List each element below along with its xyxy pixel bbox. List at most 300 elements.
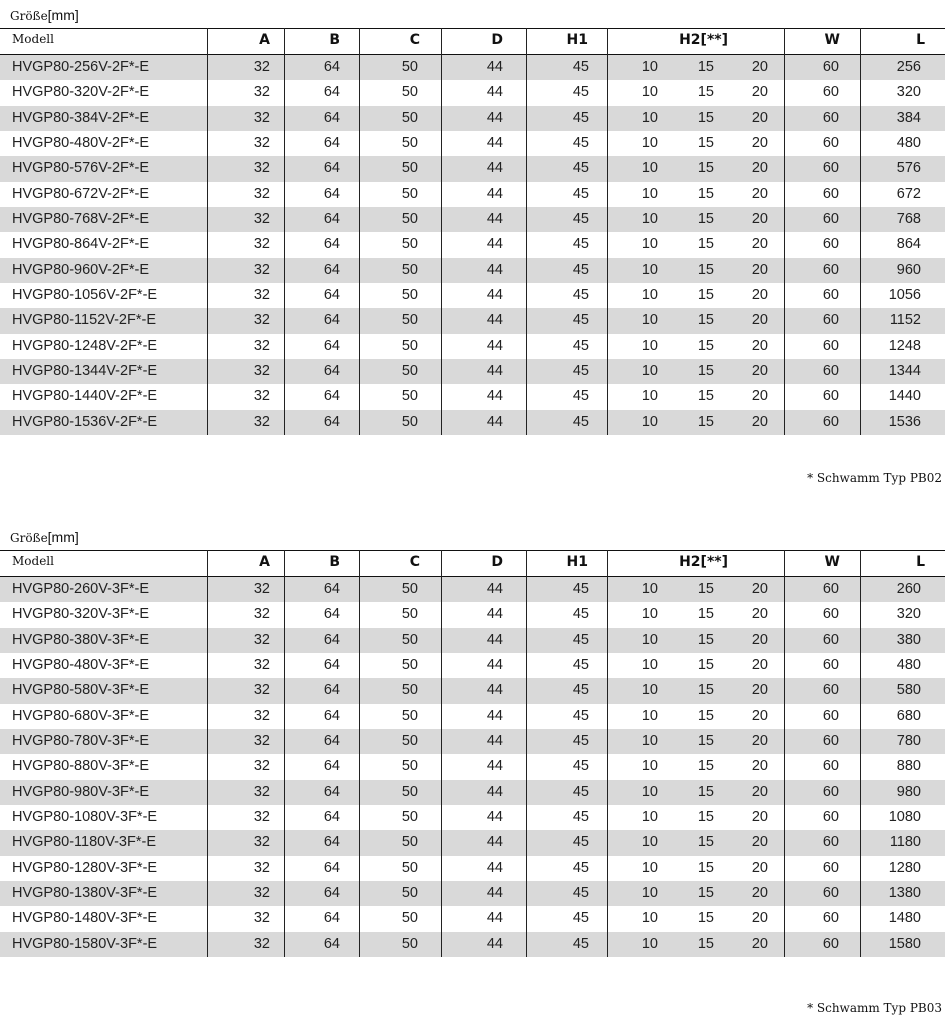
cell-b: 64 xyxy=(323,682,340,699)
cell-w: 60 xyxy=(822,286,839,303)
column-header-b: B xyxy=(329,554,340,570)
cell-a: 32 xyxy=(253,859,270,876)
cell-b: 64 xyxy=(323,808,340,825)
table-row xyxy=(0,359,945,384)
cell-h2-a: 10 xyxy=(641,337,658,354)
column-header-a: A xyxy=(259,32,270,48)
cell-model: HVGP80-384V-2F*-E xyxy=(12,109,150,126)
cell-h2-c: 20 xyxy=(751,884,768,901)
cell-h2-c: 20 xyxy=(751,185,768,202)
cell-h2-a: 10 xyxy=(641,134,658,151)
cell-h2-b: 15 xyxy=(697,834,714,851)
cell-c: 50 xyxy=(401,362,418,379)
cell-a: 32 xyxy=(253,312,270,329)
cell-h2-c: 20 xyxy=(751,84,768,101)
table-row xyxy=(0,856,945,881)
cell-h1: 45 xyxy=(572,160,589,177)
cell-h2-b: 15 xyxy=(697,337,714,354)
cell-c: 50 xyxy=(401,884,418,901)
cell-d: 44 xyxy=(486,236,503,253)
cell-h2-a: 10 xyxy=(641,859,658,876)
cell-c: 50 xyxy=(401,337,418,354)
cell-d: 44 xyxy=(486,884,503,901)
cell-b: 64 xyxy=(323,834,340,851)
footnote: * Schwamm Typ PB03 xyxy=(807,1001,942,1015)
cell-h2-c: 20 xyxy=(751,707,768,724)
cell-d: 44 xyxy=(486,413,503,430)
cell-h1: 45 xyxy=(572,337,589,354)
cell-h1: 45 xyxy=(572,236,589,253)
cell-a: 32 xyxy=(253,656,270,673)
cell-d: 44 xyxy=(486,581,503,597)
table-row xyxy=(0,232,945,257)
column-divider xyxy=(526,28,527,435)
cell-c: 50 xyxy=(401,84,418,101)
cell-model: HVGP80-576V-2F*-E xyxy=(12,160,150,177)
cell-w: 60 xyxy=(822,656,839,673)
cell-d: 44 xyxy=(486,134,503,151)
cell-l: 1344 xyxy=(888,362,921,379)
table-row xyxy=(0,932,945,957)
cell-h2-c: 20 xyxy=(751,581,768,597)
column-header-d: D xyxy=(491,32,503,48)
cell-model: HVGP80-864V-2F*-E xyxy=(12,236,150,253)
cell-h2-b: 15 xyxy=(697,631,714,648)
cell-model: HVGP80-1248V-2F*-E xyxy=(12,337,158,354)
cell-model: HVGP80-256V-2F*-E xyxy=(12,59,150,75)
cell-d: 44 xyxy=(486,388,503,405)
cell-h1: 45 xyxy=(572,910,589,927)
cell-model: HVGP80-680V-3F*-E xyxy=(12,707,150,724)
cell-h2-c: 20 xyxy=(751,834,768,851)
cell-l: 1248 xyxy=(888,337,921,354)
cell-w: 60 xyxy=(822,581,839,597)
column-header-a: A xyxy=(259,554,270,570)
cell-l: 480 xyxy=(896,656,921,673)
cell-c: 50 xyxy=(401,606,418,623)
cell-w: 60 xyxy=(822,413,839,430)
cell-model: HVGP80-768V-2F*-E xyxy=(12,210,150,227)
cell-l: 880 xyxy=(896,758,921,775)
column-divider xyxy=(441,550,442,957)
cell-h2-a: 10 xyxy=(641,413,658,430)
cell-b: 64 xyxy=(323,84,340,101)
cell-model: HVGP80-320V-3F*-E xyxy=(12,606,150,623)
cell-a: 32 xyxy=(253,808,270,825)
cell-w: 60 xyxy=(822,834,839,851)
cell-h2-a: 10 xyxy=(641,160,658,177)
table-row xyxy=(0,805,945,830)
cell-c: 50 xyxy=(401,910,418,927)
cell-d: 44 xyxy=(486,160,503,177)
column-divider xyxy=(526,550,527,957)
cell-h2-b: 15 xyxy=(697,109,714,126)
column-header-c: C xyxy=(409,32,420,48)
column-divider xyxy=(207,28,208,435)
cell-b: 64 xyxy=(323,362,340,379)
cell-h1: 45 xyxy=(572,388,589,405)
column-divider xyxy=(607,550,608,957)
table-row xyxy=(0,106,945,131)
cell-h2-c: 20 xyxy=(751,859,768,876)
cell-h2-a: 10 xyxy=(641,758,658,775)
cell-h2-a: 10 xyxy=(641,312,658,329)
cell-l: 1280 xyxy=(888,859,921,876)
cell-a: 32 xyxy=(253,286,270,303)
cell-l: 384 xyxy=(896,109,921,126)
cell-c: 50 xyxy=(401,682,418,699)
column-divider xyxy=(860,550,861,957)
cell-a: 32 xyxy=(253,834,270,851)
cell-l: 1480 xyxy=(888,910,921,927)
cell-h2-b: 15 xyxy=(697,707,714,724)
cell-c: 50 xyxy=(401,935,418,952)
cell-w: 60 xyxy=(822,884,839,901)
table-row xyxy=(0,55,945,80)
cell-w: 60 xyxy=(822,758,839,775)
cell-h2-c: 20 xyxy=(751,808,768,825)
cell-model: HVGP80-320V-2F*-E xyxy=(12,84,150,101)
cell-h2-b: 15 xyxy=(697,84,714,101)
cell-h1: 45 xyxy=(572,656,589,673)
column-header-c: C xyxy=(409,554,420,570)
cell-b: 64 xyxy=(323,707,340,724)
cell-a: 32 xyxy=(253,707,270,724)
cell-c: 50 xyxy=(401,581,418,597)
cell-h2-c: 20 xyxy=(751,910,768,927)
cell-h1: 45 xyxy=(572,732,589,749)
cell-model: HVGP80-480V-3F*-E xyxy=(12,656,150,673)
cell-d: 44 xyxy=(486,682,503,699)
table-row xyxy=(0,628,945,653)
cell-h1: 45 xyxy=(572,134,589,151)
model-column-header: Modell xyxy=(12,32,54,46)
cell-w: 60 xyxy=(822,337,839,354)
cell-model: HVGP80-1344V-2F*-E xyxy=(12,362,158,379)
table-row xyxy=(0,704,945,729)
cell-model: HVGP80-480V-2F*-E xyxy=(12,134,150,151)
cell-h2-a: 10 xyxy=(641,910,658,927)
cell-h2-c: 20 xyxy=(751,210,768,227)
cell-h1: 45 xyxy=(572,834,589,851)
cell-b: 64 xyxy=(323,884,340,901)
cell-l: 960 xyxy=(896,261,921,278)
cell-c: 50 xyxy=(401,808,418,825)
cell-d: 44 xyxy=(486,859,503,876)
table-row xyxy=(0,258,945,283)
cell-w: 60 xyxy=(822,160,839,177)
cell-c: 50 xyxy=(401,732,418,749)
column-divider xyxy=(359,28,360,435)
cell-w: 60 xyxy=(822,732,839,749)
cell-model: HVGP80-1536V-2F*-E xyxy=(12,413,158,430)
cell-w: 60 xyxy=(822,134,839,151)
cell-model: HVGP80-1152V-2F*-E xyxy=(12,312,156,329)
cell-d: 44 xyxy=(486,261,503,278)
table-header xyxy=(0,550,945,577)
column-divider xyxy=(784,28,785,435)
cell-b: 64 xyxy=(323,606,340,623)
cell-a: 32 xyxy=(253,160,270,177)
cell-b: 64 xyxy=(323,312,340,329)
cell-h2-b: 15 xyxy=(697,59,714,75)
cell-b: 64 xyxy=(323,581,340,597)
cell-h2-a: 10 xyxy=(641,388,658,405)
cell-h2-c: 20 xyxy=(751,59,768,75)
cell-h2-b: 15 xyxy=(697,286,714,303)
cell-d: 44 xyxy=(486,84,503,101)
cell-c: 50 xyxy=(401,631,418,648)
cell-w: 60 xyxy=(822,236,839,253)
cell-h2-c: 20 xyxy=(751,732,768,749)
cell-l: 260 xyxy=(896,581,921,597)
cell-h2-c: 20 xyxy=(751,261,768,278)
column-divider xyxy=(284,550,285,957)
cell-h1: 45 xyxy=(572,884,589,901)
cell-b: 64 xyxy=(323,656,340,673)
cell-model: HVGP80-960V-2F*-E xyxy=(12,261,150,278)
cell-model: HVGP80-672V-2F*-E xyxy=(12,185,150,202)
cell-b: 64 xyxy=(323,286,340,303)
cell-h2-a: 10 xyxy=(641,656,658,673)
cell-b: 64 xyxy=(323,261,340,278)
cell-l: 780 xyxy=(896,732,921,749)
cell-h2-c: 20 xyxy=(751,236,768,253)
cell-a: 32 xyxy=(253,783,270,800)
cell-d: 44 xyxy=(486,59,503,75)
cell-c: 50 xyxy=(401,59,418,75)
cell-w: 60 xyxy=(822,808,839,825)
cell-model: HVGP80-260V-3F*-E xyxy=(12,581,150,597)
cell-h1: 45 xyxy=(572,261,589,278)
table-header xyxy=(0,28,945,55)
cell-l: 320 xyxy=(896,606,921,623)
cell-h1: 45 xyxy=(572,808,589,825)
cell-h2-b: 15 xyxy=(697,783,714,800)
cell-c: 50 xyxy=(401,185,418,202)
cell-d: 44 xyxy=(486,656,503,673)
cell-l: 1180 xyxy=(889,834,921,851)
table-row xyxy=(0,577,945,602)
cell-h2-b: 15 xyxy=(697,910,714,927)
cell-d: 44 xyxy=(486,337,503,354)
cell-w: 60 xyxy=(822,109,839,126)
table-row xyxy=(0,80,945,105)
cell-w: 60 xyxy=(822,261,839,278)
cell-b: 64 xyxy=(323,859,340,876)
cell-h2-b: 15 xyxy=(697,758,714,775)
column-header-l: L xyxy=(916,32,925,48)
cell-b: 64 xyxy=(323,160,340,177)
cell-h2-b: 15 xyxy=(697,606,714,623)
cell-h2-b: 15 xyxy=(697,210,714,227)
cell-h1: 45 xyxy=(572,859,589,876)
cell-d: 44 xyxy=(486,732,503,749)
cell-h2-b: 15 xyxy=(697,160,714,177)
cell-b: 64 xyxy=(323,337,340,354)
table-row xyxy=(0,602,945,627)
cell-a: 32 xyxy=(253,210,270,227)
column-header-d: D xyxy=(491,554,503,570)
column-header-l: L xyxy=(916,554,925,570)
cell-c: 50 xyxy=(401,656,418,673)
cell-a: 32 xyxy=(253,935,270,952)
column-header-w: W xyxy=(824,554,840,570)
cell-b: 64 xyxy=(323,388,340,405)
table-body xyxy=(0,577,945,957)
cell-c: 50 xyxy=(401,413,418,430)
cell-h2-c: 20 xyxy=(751,783,768,800)
cell-c: 50 xyxy=(401,160,418,177)
table-row xyxy=(0,906,945,931)
table-row xyxy=(0,678,945,703)
cell-b: 64 xyxy=(323,413,340,430)
cell-h2-b: 15 xyxy=(697,185,714,202)
cell-d: 44 xyxy=(486,808,503,825)
cell-a: 32 xyxy=(253,261,270,278)
cell-d: 44 xyxy=(486,312,503,329)
cell-h2-c: 20 xyxy=(751,606,768,623)
cell-h2-a: 10 xyxy=(641,185,658,202)
cell-w: 60 xyxy=(822,631,839,648)
cell-h2-a: 10 xyxy=(641,783,658,800)
cell-h2-c: 20 xyxy=(751,362,768,379)
cell-d: 44 xyxy=(486,210,503,227)
cell-h1: 45 xyxy=(572,286,589,303)
cell-c: 50 xyxy=(401,707,418,724)
cell-w: 60 xyxy=(822,606,839,623)
cell-l: 1080 xyxy=(888,808,921,825)
column-header-h1: H1 xyxy=(566,32,588,48)
cell-h2-a: 10 xyxy=(641,834,658,851)
cell-h2-c: 20 xyxy=(751,134,768,151)
cell-h2-a: 10 xyxy=(641,84,658,101)
cell-b: 64 xyxy=(323,910,340,927)
cell-model: HVGP80-1380V-3F*-E xyxy=(12,884,158,901)
cell-d: 44 xyxy=(486,185,503,202)
table-body xyxy=(0,55,945,435)
cell-l: 1380 xyxy=(888,884,921,901)
cell-l: 256 xyxy=(896,59,921,75)
cell-c: 50 xyxy=(401,134,418,151)
cell-h1: 45 xyxy=(572,210,589,227)
cell-model: HVGP80-1180V-3F*-E xyxy=(12,834,156,851)
cell-model: HVGP80-1440V-2F*-E xyxy=(12,388,158,405)
cell-h2-a: 10 xyxy=(641,935,658,952)
cell-h2-c: 20 xyxy=(751,388,768,405)
cell-h1: 45 xyxy=(572,606,589,623)
cell-l: 580 xyxy=(896,682,921,699)
cell-a: 32 xyxy=(253,109,270,126)
cell-a: 32 xyxy=(253,84,270,101)
cell-l: 1440 xyxy=(888,388,921,405)
column-divider xyxy=(441,28,442,435)
cell-b: 64 xyxy=(323,59,340,75)
cell-b: 64 xyxy=(323,783,340,800)
cell-h2-b: 15 xyxy=(697,808,714,825)
cell-h1: 45 xyxy=(572,581,589,597)
column-divider xyxy=(207,550,208,957)
cell-h1: 45 xyxy=(572,783,589,800)
size-label: Größe[mm] xyxy=(10,529,79,545)
column-header-b: B xyxy=(329,32,340,48)
cell-h1: 45 xyxy=(572,631,589,648)
cell-d: 44 xyxy=(486,707,503,724)
cell-d: 44 xyxy=(486,758,503,775)
cell-l: 1580 xyxy=(888,935,921,952)
cell-d: 44 xyxy=(486,783,503,800)
cell-h1: 45 xyxy=(572,413,589,430)
cell-d: 44 xyxy=(486,362,503,379)
cell-h2-c: 20 xyxy=(751,312,768,329)
cell-c: 50 xyxy=(401,834,418,851)
cell-b: 64 xyxy=(323,631,340,648)
table-row xyxy=(0,830,945,855)
cell-h1: 45 xyxy=(572,312,589,329)
cell-w: 60 xyxy=(822,362,839,379)
cell-h2-a: 10 xyxy=(641,707,658,724)
model-column-header: Modell xyxy=(12,554,54,568)
cell-h2-b: 15 xyxy=(697,362,714,379)
cell-a: 32 xyxy=(253,59,270,75)
column-divider xyxy=(860,28,861,435)
cell-h2-c: 20 xyxy=(751,631,768,648)
table-row xyxy=(0,384,945,409)
cell-h2-c: 20 xyxy=(751,160,768,177)
cell-l: 480 xyxy=(896,134,921,151)
cell-d: 44 xyxy=(486,286,503,303)
cell-a: 32 xyxy=(253,134,270,151)
column-divider xyxy=(784,550,785,957)
cell-c: 50 xyxy=(401,236,418,253)
cell-w: 60 xyxy=(822,935,839,952)
cell-a: 32 xyxy=(253,337,270,354)
cell-w: 60 xyxy=(822,185,839,202)
cell-b: 64 xyxy=(323,758,340,775)
cell-h2-b: 15 xyxy=(697,388,714,405)
cell-c: 50 xyxy=(401,261,418,278)
cell-l: 672 xyxy=(896,185,921,202)
cell-l: 380 xyxy=(896,631,921,648)
cell-h2-b: 15 xyxy=(697,884,714,901)
cell-model: HVGP80-780V-3F*-E xyxy=(12,732,150,749)
cell-a: 32 xyxy=(253,185,270,202)
column-header-w: W xyxy=(824,32,840,48)
size-label: Größe[mm] xyxy=(10,7,79,23)
cell-h2-c: 20 xyxy=(751,935,768,952)
cell-h2-a: 10 xyxy=(641,682,658,699)
cell-l: 1056 xyxy=(888,286,921,303)
table-row xyxy=(0,131,945,156)
cell-d: 44 xyxy=(486,109,503,126)
cell-h1: 45 xyxy=(572,758,589,775)
cell-l: 1152 xyxy=(889,312,921,329)
cell-h2-a: 10 xyxy=(641,606,658,623)
cell-h2-b: 15 xyxy=(697,134,714,151)
cell-a: 32 xyxy=(253,910,270,927)
cell-h2-a: 10 xyxy=(641,210,658,227)
cell-h2-b: 15 xyxy=(697,656,714,673)
cell-a: 32 xyxy=(253,884,270,901)
cell-h2-c: 20 xyxy=(751,337,768,354)
cell-h2-b: 15 xyxy=(697,312,714,329)
column-header-h1: H1 xyxy=(566,554,588,570)
cell-model: HVGP80-1056V-2F*-E xyxy=(12,286,158,303)
table-row xyxy=(0,283,945,308)
cell-a: 32 xyxy=(253,413,270,430)
column-divider xyxy=(359,550,360,957)
cell-model: HVGP80-880V-3F*-E xyxy=(12,758,150,775)
